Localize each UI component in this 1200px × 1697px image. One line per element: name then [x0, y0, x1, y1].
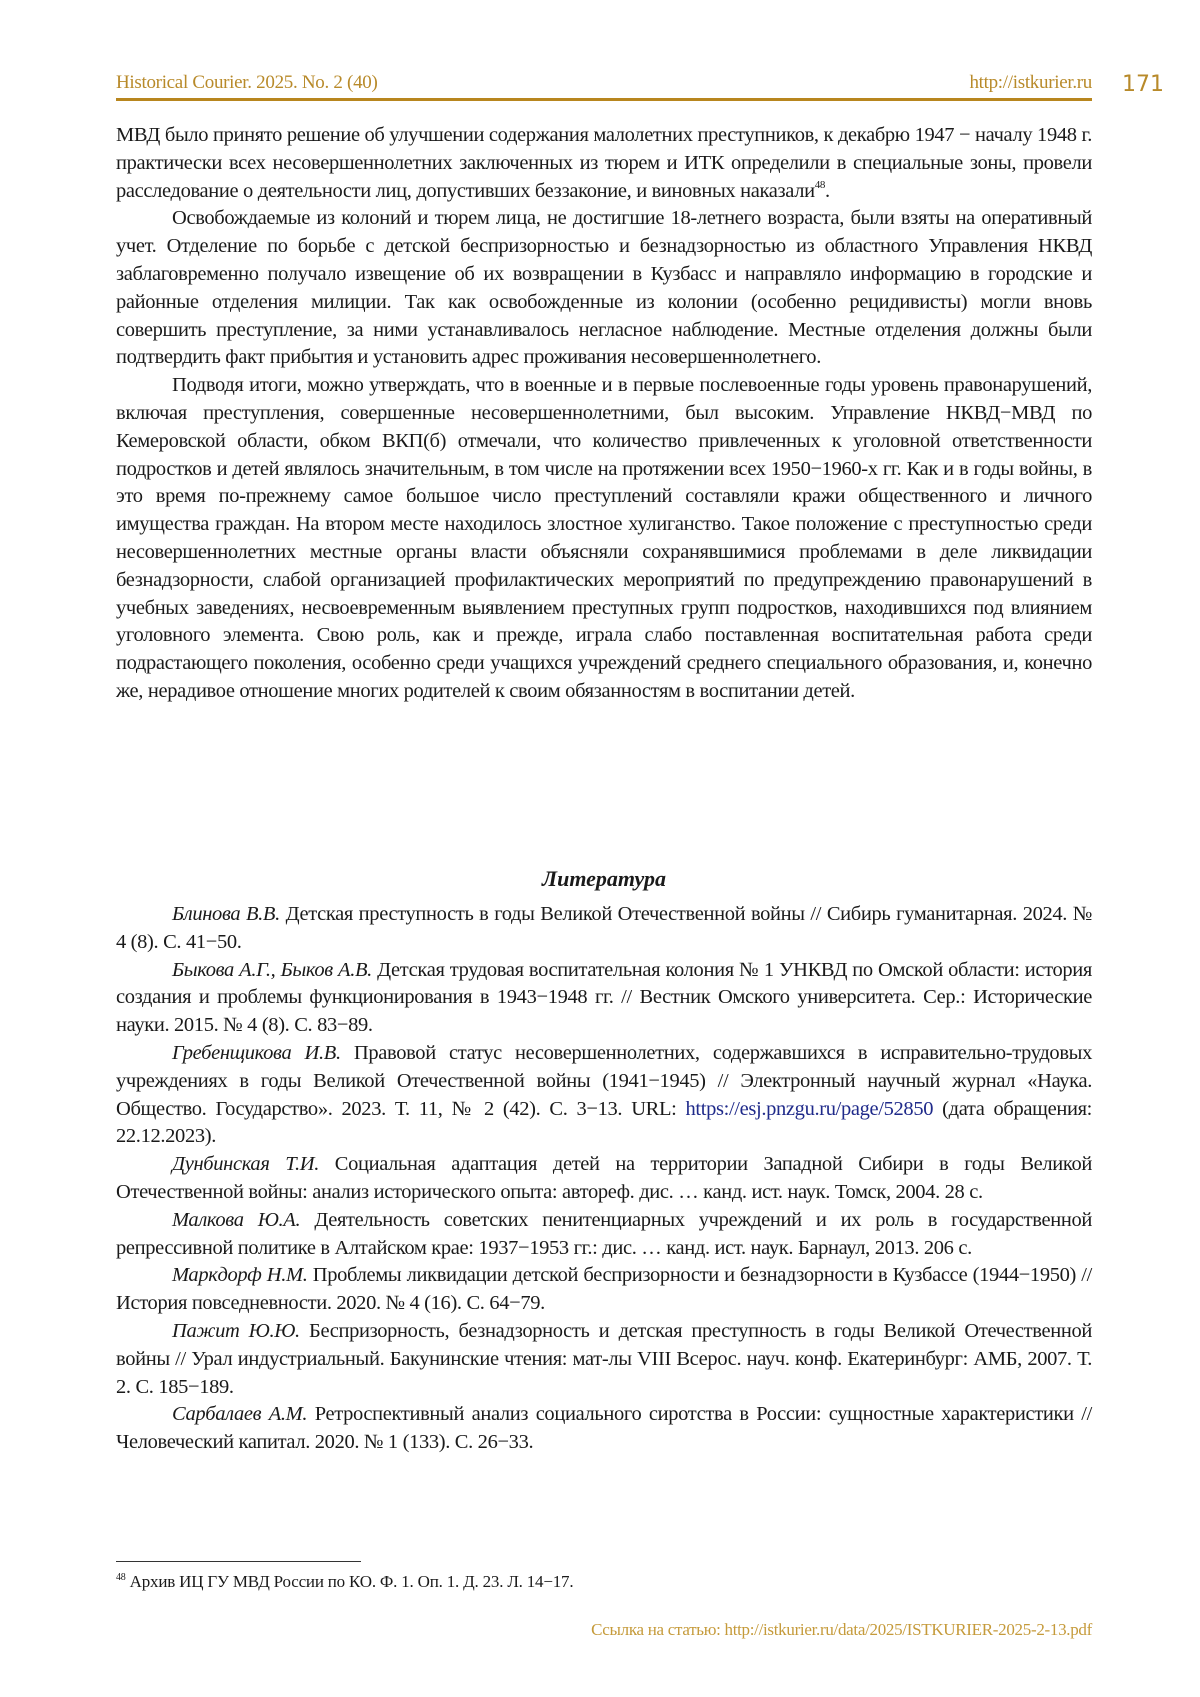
- header-rule: [116, 98, 1092, 101]
- reference-url-link[interactable]: https://esj.pnzgu.ru/page/52850: [685, 1097, 934, 1120]
- reference-text: Правовой статус несовершеннолетних, содержавшихся в исправительно-трудовых учреждениях в годы Великой Отечественной войны (1941−1945) // Электронный научный журнал «Наука. Общество. Государство». 2023. Т. 11, № 2 (42). С. 3−13. URL:: [116, 1041, 1092, 1120]
- paragraph: Подводя итоги, можно утверждать, что в военные и в первые послевоенные годы уровень правонарушений, включая преступления, совершенные несовершеннолетними, был высоким. Управление НКВД−МВД по Кемеровской области, обком ВКП(б) отмечали, что количество привлеченных к уголовной ответственности подростков и детей являлось значительным, в том числе на протяжении всех 1950−1960-х гг. Как и в годы войны, в это время по-прежнему самое большое число преступлений составляли кражи общественного и личного имущества граждан. На втором месте находилось злостное хулиганство. Такое положение с преступностью среди несовершеннолетних местные органы власти объясняли сохранявшимися проблемами в деле ликвидации безнадзорности, слабой организацией профилактических мероприятий по предупреждению правонарушений в учебных заведениях, несвоевременным выявлением преступных групп подростков, находившихся под влиянием уголовного элемента. Свою роль, как и прежде, играла слабо поставленная воспитательная работа среди подрастающего поколения, особенно среди учащихся учреждений среднего специального образования, и, конечно же, нерадивое отношение многих родителей к своим обязанностям в воспитании детей.: [116, 374, 1092, 702]
- reference-item: [116, 1207, 1092, 1263]
- reference-text: Ретроспективный анализ социального сиротства в России: сущностные характеристики // Человеческий капитал. 2020. № 1 (133). С. 26−33.: [116, 1403, 1092, 1454]
- paragraph-text: МВД было принято решение об улучшении содержания малолетних преступников, к декабрю 1947 − началу 1948 г. практически всех несовершеннолетних заключенных из тюрем и ИТК определили в специальные зоны, провели расследование о деятельности лиц, допустивших беззаконие, и виновных наказали: [116, 124, 1092, 202]
- literature-heading: Литература: [542, 866, 666, 891]
- footnote-number: 48: [116, 1572, 126, 1583]
- footnote: [116, 1572, 573, 1592]
- reference-item: [116, 1151, 1092, 1207]
- footnote-ref[interactable]: 48: [814, 178, 826, 191]
- reference-author: Гребенщикова И.В.: [172, 1041, 341, 1064]
- reference-author: Пажит Ю.Ю.: [172, 1319, 300, 1342]
- reference-author: Блинова В.В.: [172, 903, 280, 925]
- reference-item: [116, 957, 1092, 1040]
- references-list: [116, 901, 1092, 1457]
- reference-item: [116, 901, 1092, 957]
- reference-item: [116, 1401, 1092, 1457]
- reference-author: Малкова Ю.А.: [172, 1208, 301, 1231]
- reference-author: Маркдорф Н.М.: [172, 1264, 308, 1287]
- footnote-text: Архив ИЦ ГУ МВД России по КО. Ф. 1. Оп. 1. Д. 23. Л. 14−17.: [125, 1572, 574, 1591]
- reference-text: Проблемы ликвидации детской беспризорности и безнадзорности в Кузбассе (1944−1950) // История повседневности. 2020. № 4 (16). С. 64−79.: [116, 1264, 1092, 1315]
- reference-item: [116, 1318, 1092, 1401]
- reference-author: Дунбинская Т.И.: [172, 1153, 320, 1176]
- page-number: 171: [1122, 72, 1164, 97]
- reference-item: [116, 1262, 1092, 1318]
- article-citation-link[interactable]: Ссылка на статью: http://istkurier.ru/data/2025/ISTKURIER-2025-2-13.pdf: [591, 1620, 1092, 1639]
- reference-author: Быкова А.Г., Быков А.В.: [172, 958, 372, 981]
- reference-text: Беспризорность, безнадзорность и детская преступность в годы Великой Отечественной войны // Урал индустриальный. Бакунинские чтения: мат-лы VIII Всерос. науч. конф. Екатеринбург: АМБ, 2007. Т. 2. С. 185−189.: [116, 1319, 1093, 1398]
- paragraph-tail: .: [825, 179, 830, 202]
- paragraph: [116, 122, 1092, 205]
- reference-text: Детская преступность в годы Великой Отечественной войны // Сибирь гуманитарная. 2024. № 4 (8). С. 41−50.: [116, 903, 1092, 953]
- paragraph: Освобождаемые из колоний и тюрем лица, не достигшие 18-летнего возраста, были взяты на оперативный учет. Отделение по борьбе с детской беспризорностью и безнадзорностью из областного Управления НКВД заблаговременно получало извещение об их возвращении в Кузбасс и направляло информацию в городские и районные отделения милиции. Так как освобожденные из колонии (особенно рецидивисты) могли вновь совершить преступление, за ними устанавливалось негласное наблюдение. Местные отделения должны были подтвердить факт прибытия и установить адрес проживания несовершеннолетнего.: [116, 207, 1092, 369]
- reference-text: Детская трудовая воспитательная колония № 1 УНКВД по Омской области: история создания и проблемы функционирования в 1943−1948 гг. // Вестник Омского университета. Сер.: Исторические науки. 2015. № 4 (8). С. 83−89.: [116, 958, 1092, 1037]
- reference-text: Социальная адаптация детей на территории Западной Сибири в годы Великой Отечественной войны: анализ исторического опыта: автореф. дис. … канд. ист. наук. Томск, 2004. 28 с.: [116, 1153, 1092, 1203]
- journal-site-link[interactable]: http://istkurier.ru: [969, 72, 1092, 93]
- article-body: [116, 122, 1092, 706]
- journal-title: Historical Courier. 2025. No. 2 (40): [116, 72, 378, 93]
- footnote-rule: [116, 1561, 361, 1562]
- reference-text: Деятельность советских пенитенциарных учреждений и их роль в государственной репрессивной политике в Алтайском крае: 1937−1953 гг.: дис. … канд. ист. наук. Барнаул, 2013. 206 с.: [116, 1208, 1093, 1259]
- reference-item: [116, 1040, 1092, 1151]
- reference-text-after: (дата обращения: 22.12.2023).: [116, 1097, 1092, 1148]
- reference-author: Сарбалаев А.М.: [172, 1403, 308, 1426]
